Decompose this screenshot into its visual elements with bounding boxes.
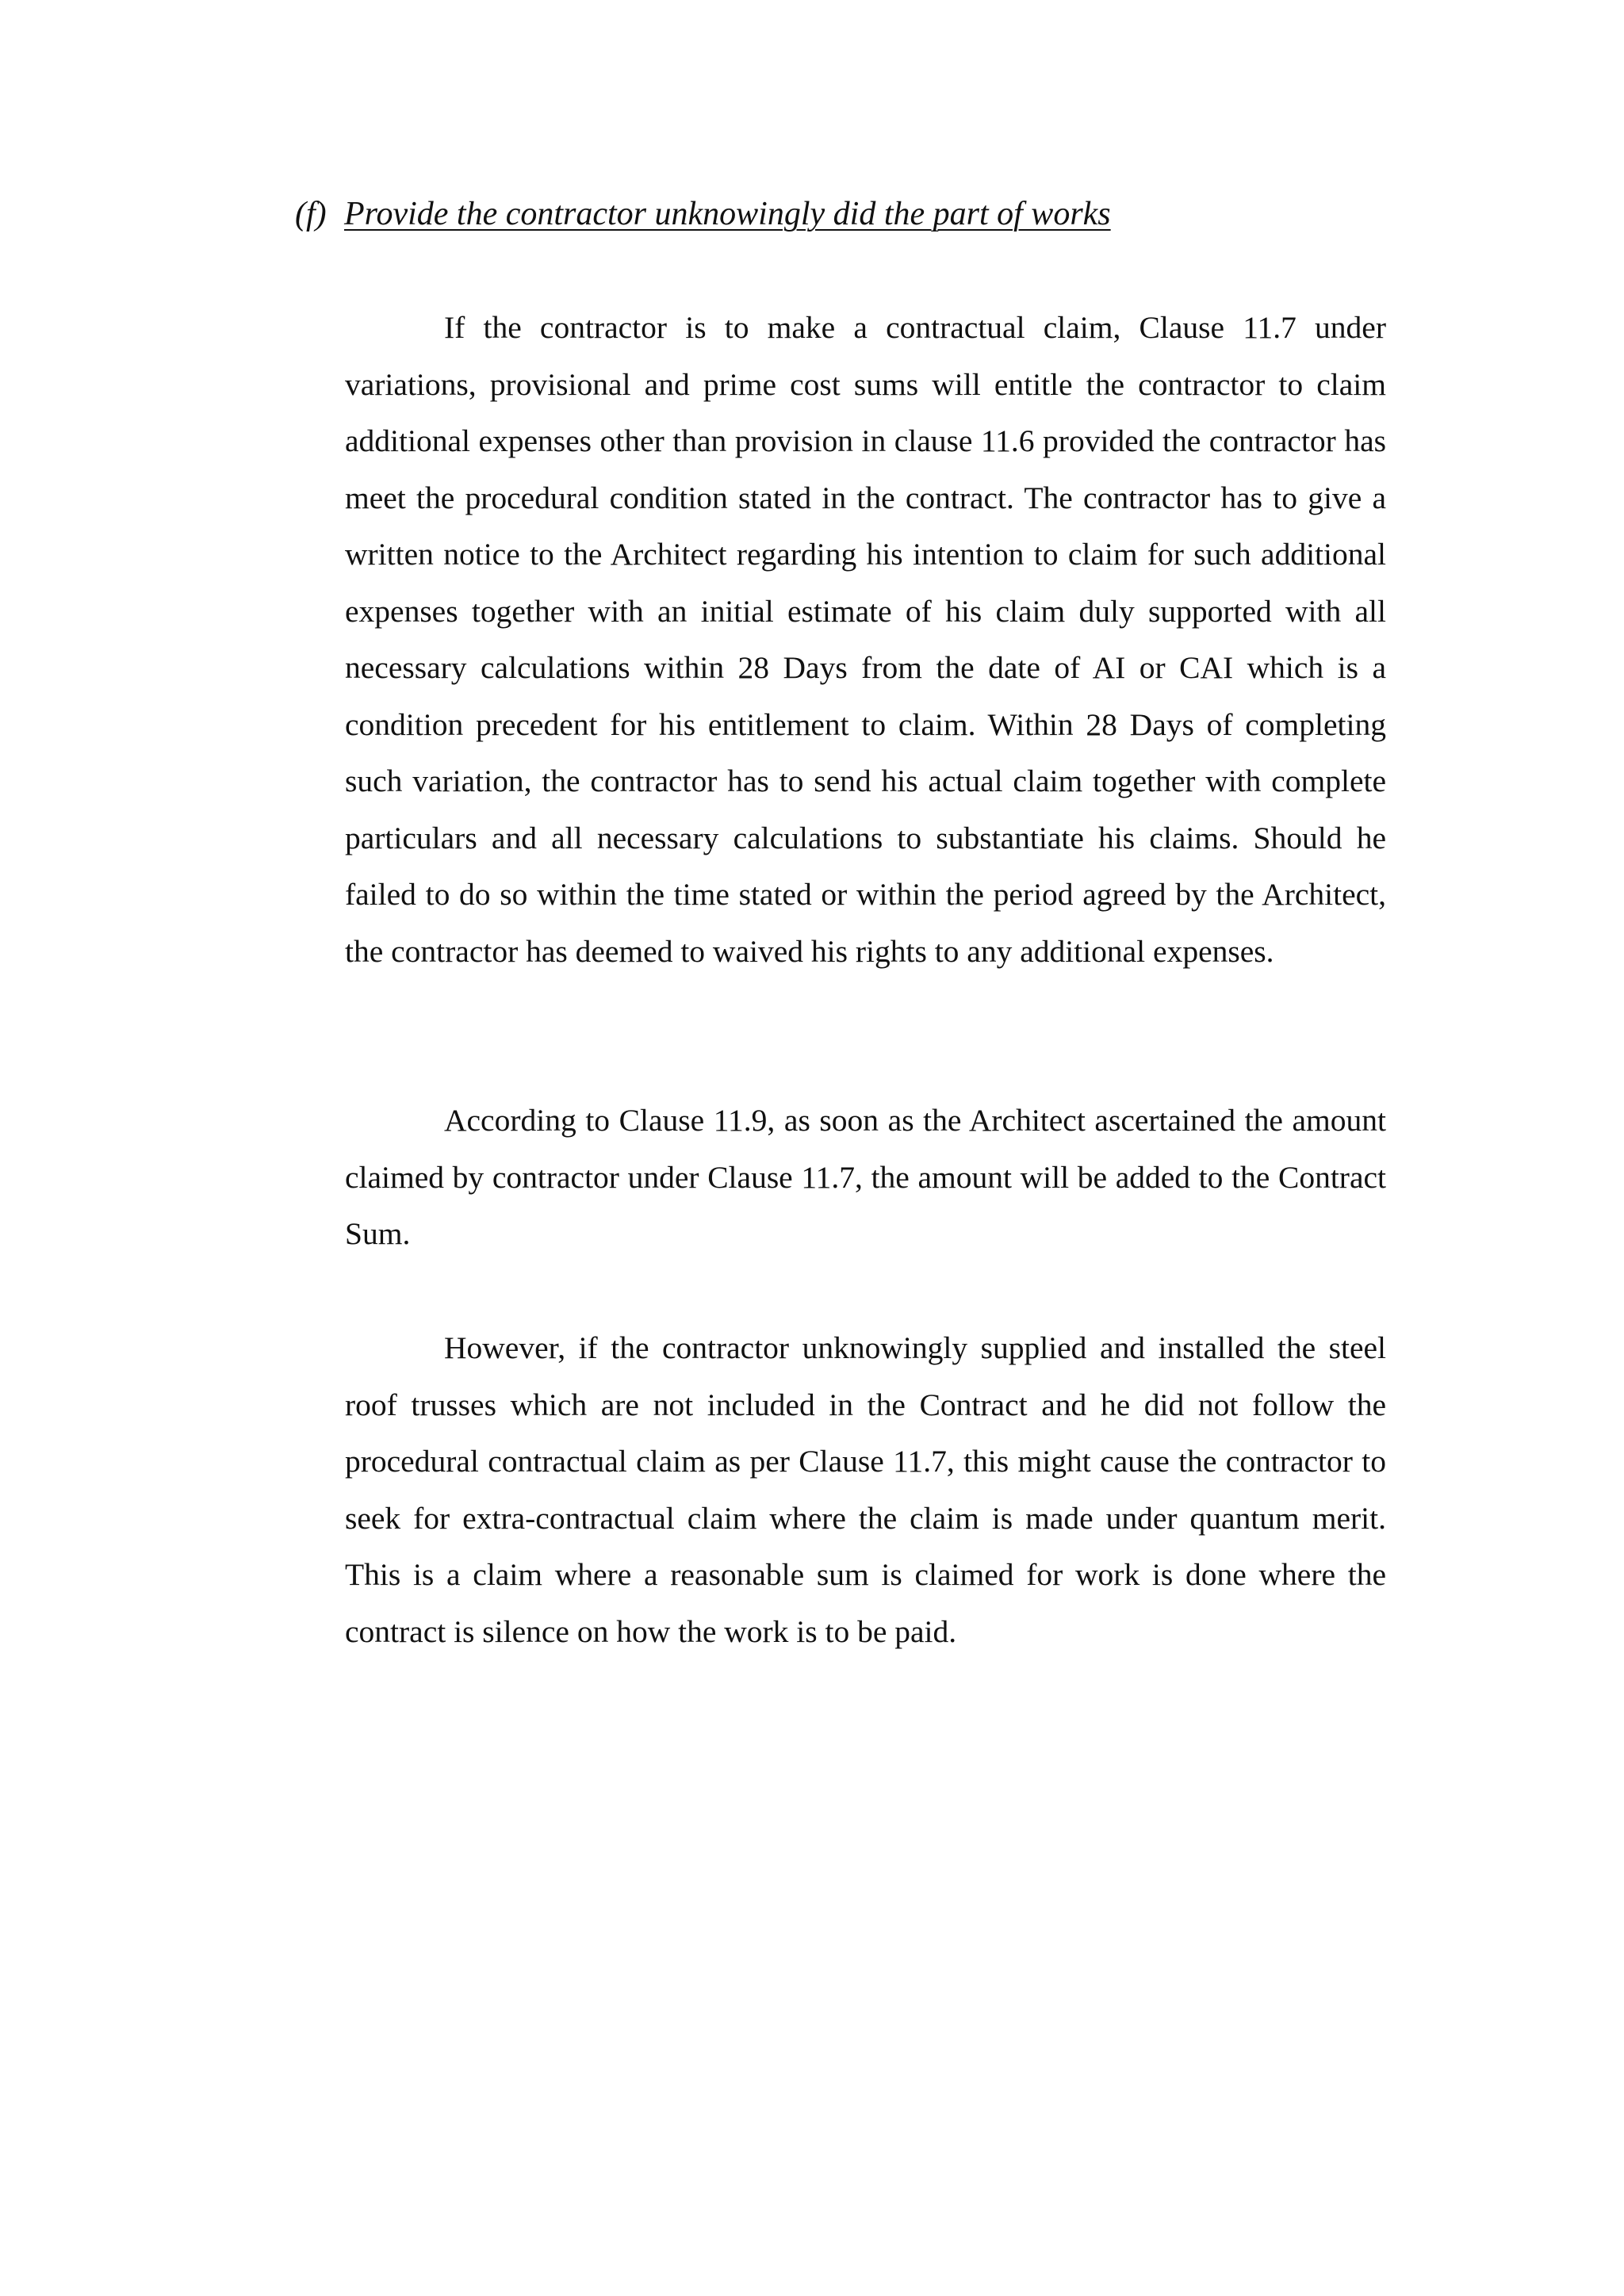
- section-title: Provide the contractor unknowingly did the part of works: [344, 196, 1111, 232]
- section-heading: [295, 190, 1405, 238]
- section-marker: (f): [295, 196, 327, 232]
- paragraph-contractual-claim: If the contractor is to make a contractual claim, Clause 11.7 under variations, provisional and prime cost sums will entitle the contractor to claim additional expenses other than provision in clause 11.6 provided the contractor has meet the procedural condition stated in the contract. The contractor has to give a written notice to the Architect regarding his intention to claim for such additional expenses together with an initial estimate of his claim duly supported with all necessary calculations within 28 Days from the date of AI or CAI which is a condition precedent for his entitlement to claim. Within 28 Days of completing such variation, the contractor has to send his actual claim together with complete particulars and all necessary calculations to substantiate his claims. Should he failed to do so within the time stated or within the period agreed by the Architect, the contractor has deemed to waived his rights to any additional expenses.: [345, 310, 1386, 969]
- paragraph-clause-11-9: According to Clause 11.9, as soon as the Architect ascertained the amount claimed by contractor under Clause 11.7, the amount will be added to the Contract Sum.: [345, 1103, 1386, 1251]
- paragraph-extra-contractual-claim: However, if the contractor unknowingly supplied and installed the steel roof trusses which are not included in the Contract and he did not follow the procedural contractual claim as per Clause 11.7, this might cause the contractor to seek for extra-contractual claim where the claim is made under quantum merit. This is a claim where a reasonable sum is claimed for work is done where the contract is silence on how the work is to be paid.: [345, 1330, 1386, 1649]
